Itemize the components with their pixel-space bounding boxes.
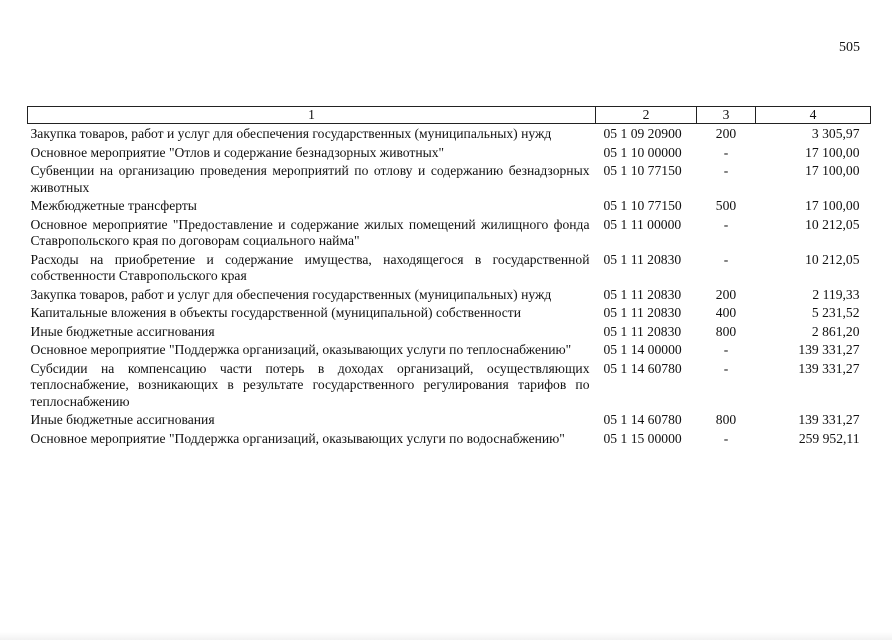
table-row bbox=[28, 287, 871, 306]
row-code: 05 1 09 20900 bbox=[603, 126, 682, 141]
table-body bbox=[28, 124, 871, 450]
row-type: 400 bbox=[715, 305, 737, 320]
row-type: 200 bbox=[715, 286, 737, 302]
row-amount: 259 952,11 bbox=[798, 430, 860, 446]
row-code: 05 1 10 77150 bbox=[603, 163, 682, 178]
row-type: - bbox=[723, 251, 729, 267]
row-type: - bbox=[723, 216, 729, 232]
row-type: - bbox=[723, 430, 729, 446]
row-type: 500 bbox=[715, 198, 737, 213]
scan-edge-shading bbox=[0, 632, 892, 640]
header-row bbox=[28, 107, 871, 124]
column-header-3: 3 bbox=[697, 107, 756, 124]
column-header-2: 2 bbox=[596, 107, 697, 124]
column-header-1: 1 bbox=[28, 107, 596, 124]
row-name: Межбюджетные трансферты bbox=[30, 198, 197, 213]
row-code: 05 1 11 00000 bbox=[603, 216, 682, 232]
table-row bbox=[28, 217, 871, 252]
row-name: Иные бюджетные ассигнования bbox=[30, 412, 215, 427]
table-row bbox=[28, 163, 871, 198]
row-name: Субсидии на компенсацию части потерь в доходах организаций, осуществляющих теплоснабжение, возникающих в результате государственного регулирования тарифов по теплоснабжению bbox=[30, 360, 590, 409]
table-row bbox=[28, 198, 871, 217]
row-name: Закупка товаров, работ и услуг для обеспечения государственных (муниципальных) нужд bbox=[30, 286, 552, 302]
table-row bbox=[28, 124, 871, 145]
row-name: Основное мероприятие "Поддержка организаций, оказывающих услуги по теплоснабжению" bbox=[30, 342, 572, 357]
row-type: 800 bbox=[715, 323, 737, 339]
row-amount: 2 119,33 bbox=[812, 286, 860, 302]
row-name: Иные бюджетные ассигнования bbox=[30, 323, 215, 339]
row-amount: 139 331,27 bbox=[798, 412, 860, 427]
row-code: 05 1 10 77150 bbox=[603, 198, 682, 213]
row-amount: 17 100,00 bbox=[805, 198, 860, 213]
table-header bbox=[28, 107, 871, 124]
row-type: - bbox=[723, 163, 729, 178]
row-code: 05 1 11 20830 bbox=[603, 251, 682, 267]
row-code: 05 1 15 00000 bbox=[603, 430, 682, 446]
row-type: - bbox=[723, 360, 729, 376]
budget-table bbox=[27, 106, 871, 449]
row-amount: 17 100,00 bbox=[805, 163, 860, 178]
row-name: Расходы на приобретение и содержание имущества, находящегося в государственной собственности Ставропольского края bbox=[30, 251, 590, 283]
row-code: 05 1 10 00000 bbox=[603, 144, 682, 160]
row-code: 05 1 11 20830 bbox=[603, 323, 682, 339]
row-name: Основное мероприятие "Отлов и содержание безнадзорных животных" bbox=[30, 144, 445, 160]
row-amount: 3 305,97 bbox=[811, 126, 860, 141]
table-row bbox=[28, 412, 871, 431]
row-type: - bbox=[723, 342, 729, 357]
row-amount: 10 212,05 bbox=[805, 216, 860, 232]
row-name: Капитальные вложения в объекты государственной (муниципальной) собственности bbox=[30, 305, 521, 320]
row-amount: 5 231,52 bbox=[811, 305, 860, 320]
table-row bbox=[28, 305, 871, 324]
column-header-4: 4 bbox=[756, 107, 871, 124]
row-name: Основное мероприятие "Поддержка организаций, оказывающих услуги по водоснабжению" bbox=[30, 430, 565, 446]
row-code: 05 1 14 60780 bbox=[603, 360, 682, 376]
row-code: 05 1 14 00000 bbox=[603, 342, 682, 357]
row-type: 200 bbox=[715, 126, 737, 141]
page-number: 505 bbox=[839, 40, 860, 55]
row-amount: 139 331,27 bbox=[798, 342, 860, 357]
table-row bbox=[28, 431, 871, 450]
row-amount: 2 861,20 bbox=[811, 323, 860, 339]
row-amount: 10 212,05 bbox=[805, 251, 860, 267]
row-code: 05 1 14 60780 bbox=[603, 412, 682, 427]
row-code: 05 1 11 20830 bbox=[603, 286, 682, 302]
table-row bbox=[28, 361, 871, 413]
row-type: - bbox=[723, 144, 729, 160]
table-row bbox=[28, 324, 871, 343]
table-row bbox=[28, 342, 871, 361]
row-code: 05 1 11 20830 bbox=[603, 305, 682, 320]
row-name: Субвенции на организацию проведения мероприятий по отлову и содержанию безнадзорных животных bbox=[30, 163, 590, 195]
row-amount: 17 100,00 bbox=[805, 144, 860, 160]
table-row bbox=[28, 252, 871, 287]
row-amount: 139 331,27 bbox=[798, 360, 860, 376]
row-name: Основное мероприятие "Предоставление и содержание жилых помещений жилищного фонда Ставропольского края по договорам социального найма" bbox=[30, 216, 590, 248]
table-row bbox=[28, 145, 871, 164]
row-name: Закупка товаров, работ и услуг для обеспечения государственных (муниципальных) нужд bbox=[30, 126, 552, 141]
row-type: 800 bbox=[715, 412, 737, 427]
